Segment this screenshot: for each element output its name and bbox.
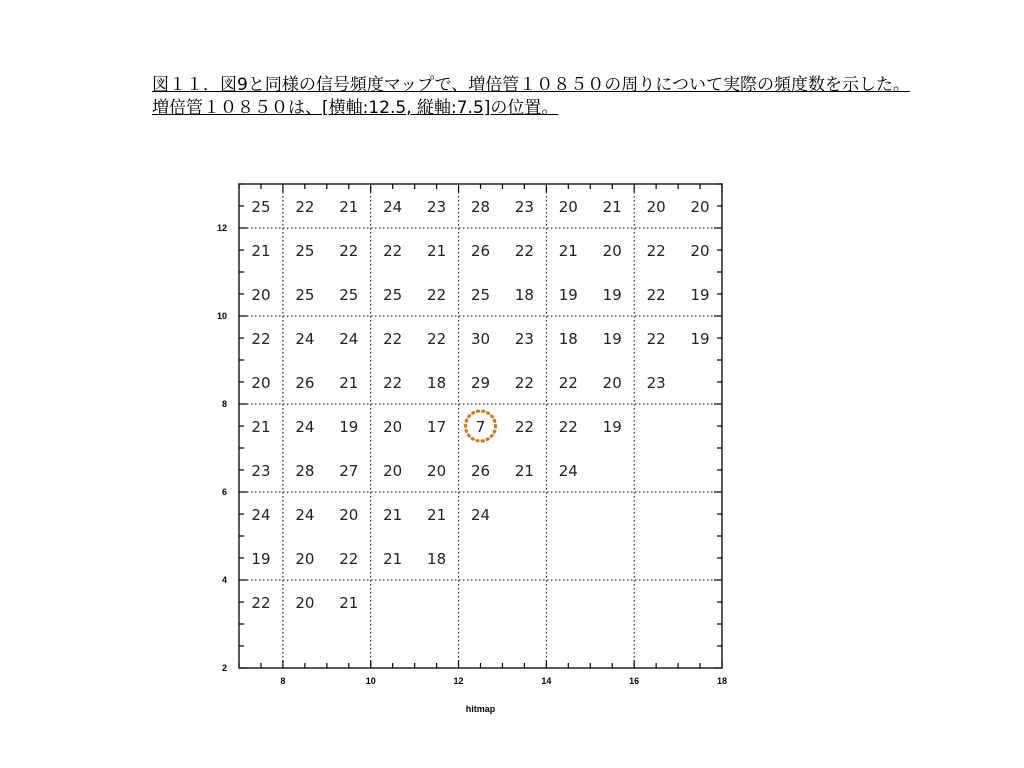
cell-value: 22	[514, 418, 534, 436]
cell-value: 26	[470, 462, 491, 480]
cell-value: 23	[251, 462, 271, 480]
cell-value: 22	[251, 330, 271, 348]
cell-value: 19	[339, 418, 359, 436]
y-tick-label: 12	[216, 223, 227, 233]
cell-value: 20	[295, 594, 315, 612]
x-tick-label: 18	[716, 676, 728, 686]
cell-value: 21	[383, 506, 403, 524]
y-tick-label: 4	[221, 575, 227, 585]
cell-value: 24	[383, 198, 403, 216]
cell-value: 20	[558, 198, 578, 216]
cell-value: 17	[427, 418, 447, 436]
cell-value: 20	[251, 374, 271, 392]
cell-value: 25	[295, 286, 315, 304]
cell-value: 29	[470, 374, 491, 392]
cell-value: 18	[514, 286, 534, 304]
cell-value: 21	[602, 198, 622, 216]
cell-value: 21	[339, 374, 359, 392]
cell-value: 19	[690, 286, 710, 304]
cell-value: 19	[602, 418, 622, 436]
cell-value: 27	[339, 462, 359, 480]
cell-value: 22	[383, 330, 403, 348]
cell-value: 22	[339, 242, 359, 260]
cell-value: 20	[690, 198, 710, 216]
cell-value: 21	[339, 198, 359, 216]
cell-value: 20	[383, 418, 403, 436]
cell-value: 21	[251, 242, 271, 260]
cell-value: 23	[514, 198, 534, 216]
cell-value: 18	[558, 330, 578, 348]
cell-value: 21	[427, 506, 447, 524]
cell-value: 22	[427, 330, 447, 348]
x-tick-label: 12	[453, 676, 464, 686]
cell-value: 24	[295, 506, 315, 524]
cell-value: 21	[514, 462, 534, 480]
cell-value: 20	[251, 286, 271, 304]
cell-value: 22	[514, 242, 534, 260]
cell-value: 22	[427, 286, 447, 304]
cell-value: 23	[427, 198, 447, 216]
cell-value: 22	[295, 198, 315, 216]
cell-value: 20	[646, 198, 666, 216]
cell-value: 25	[383, 286, 403, 304]
x-axis-label: hitmap	[465, 704, 496, 714]
cell-value: 22	[646, 330, 666, 348]
cell-value: 25	[295, 242, 315, 260]
y-tick-label: 10	[216, 311, 227, 321]
cell-value: 21	[251, 418, 271, 436]
cell-value: 24	[295, 330, 315, 348]
cell-value: 24	[339, 330, 359, 348]
cell-value: 25	[251, 198, 271, 216]
cell-value: 24	[558, 462, 578, 480]
cell-value: 20	[295, 550, 315, 568]
cell-value: 20	[383, 462, 403, 480]
cell-value: 19	[690, 330, 710, 348]
cell-value: 20	[427, 462, 447, 480]
cell-value: 28	[470, 198, 491, 216]
cell-value: 24	[251, 506, 271, 524]
caption-line-2: 増倍管１０８５０は、[横軸:12.5, 縦軸:7.5]の位置。	[152, 98, 559, 118]
cell-value: 26	[295, 374, 315, 392]
cell-value: 18	[427, 550, 447, 568]
cell-value: 22	[339, 550, 359, 568]
cell-value: 18	[427, 374, 447, 392]
cell-value: 22	[383, 242, 403, 260]
cell-value: 20	[690, 242, 710, 260]
cell-value: 24	[295, 418, 315, 436]
cell-value: 22	[383, 374, 403, 392]
cell-value: 22	[558, 418, 578, 436]
cell-value: 23	[646, 374, 666, 392]
y-tick-label: 6	[221, 487, 227, 497]
cell-value: 7	[475, 418, 486, 436]
cell-value: 25	[339, 286, 359, 304]
cell-value: 19	[251, 550, 271, 568]
cell-value: 25	[470, 286, 491, 304]
cell-value: 20	[602, 374, 622, 392]
cell-value: 22	[251, 594, 271, 612]
cell-value: 20	[602, 242, 622, 260]
cell-value: 24	[470, 506, 491, 524]
cell-value: 28	[295, 462, 315, 480]
cell-value: 22	[646, 286, 666, 304]
caption-line-1: 図１１．図9と同様の信号頻度マップで、増倍管１０８５０の周りについて実際の頻度数を示した。	[152, 75, 910, 95]
cell-value: 20	[339, 506, 359, 524]
cell-value: 21	[558, 242, 578, 260]
cell-value: 21	[339, 594, 359, 612]
cell-value: 30	[470, 330, 491, 348]
cell-value: 21	[427, 242, 447, 260]
cell-value: 26	[470, 242, 491, 260]
cell-value: 19	[558, 286, 578, 304]
cell-value: 22	[514, 374, 534, 392]
cell-value: 21	[383, 550, 403, 568]
cell-value: 19	[602, 286, 622, 304]
cell-value: 19	[602, 330, 622, 348]
y-tick-label: 2	[221, 663, 227, 673]
y-tick-label: 8	[221, 399, 227, 409]
x-tick-label: 16	[629, 676, 640, 686]
x-tick-label: 14	[541, 676, 552, 686]
cell-value: 23	[514, 330, 534, 348]
x-tick-label: 8	[280, 676, 286, 686]
cell-value: 22	[646, 242, 666, 260]
cell-value: 22	[558, 374, 578, 392]
x-tick-label: 10	[365, 676, 376, 686]
